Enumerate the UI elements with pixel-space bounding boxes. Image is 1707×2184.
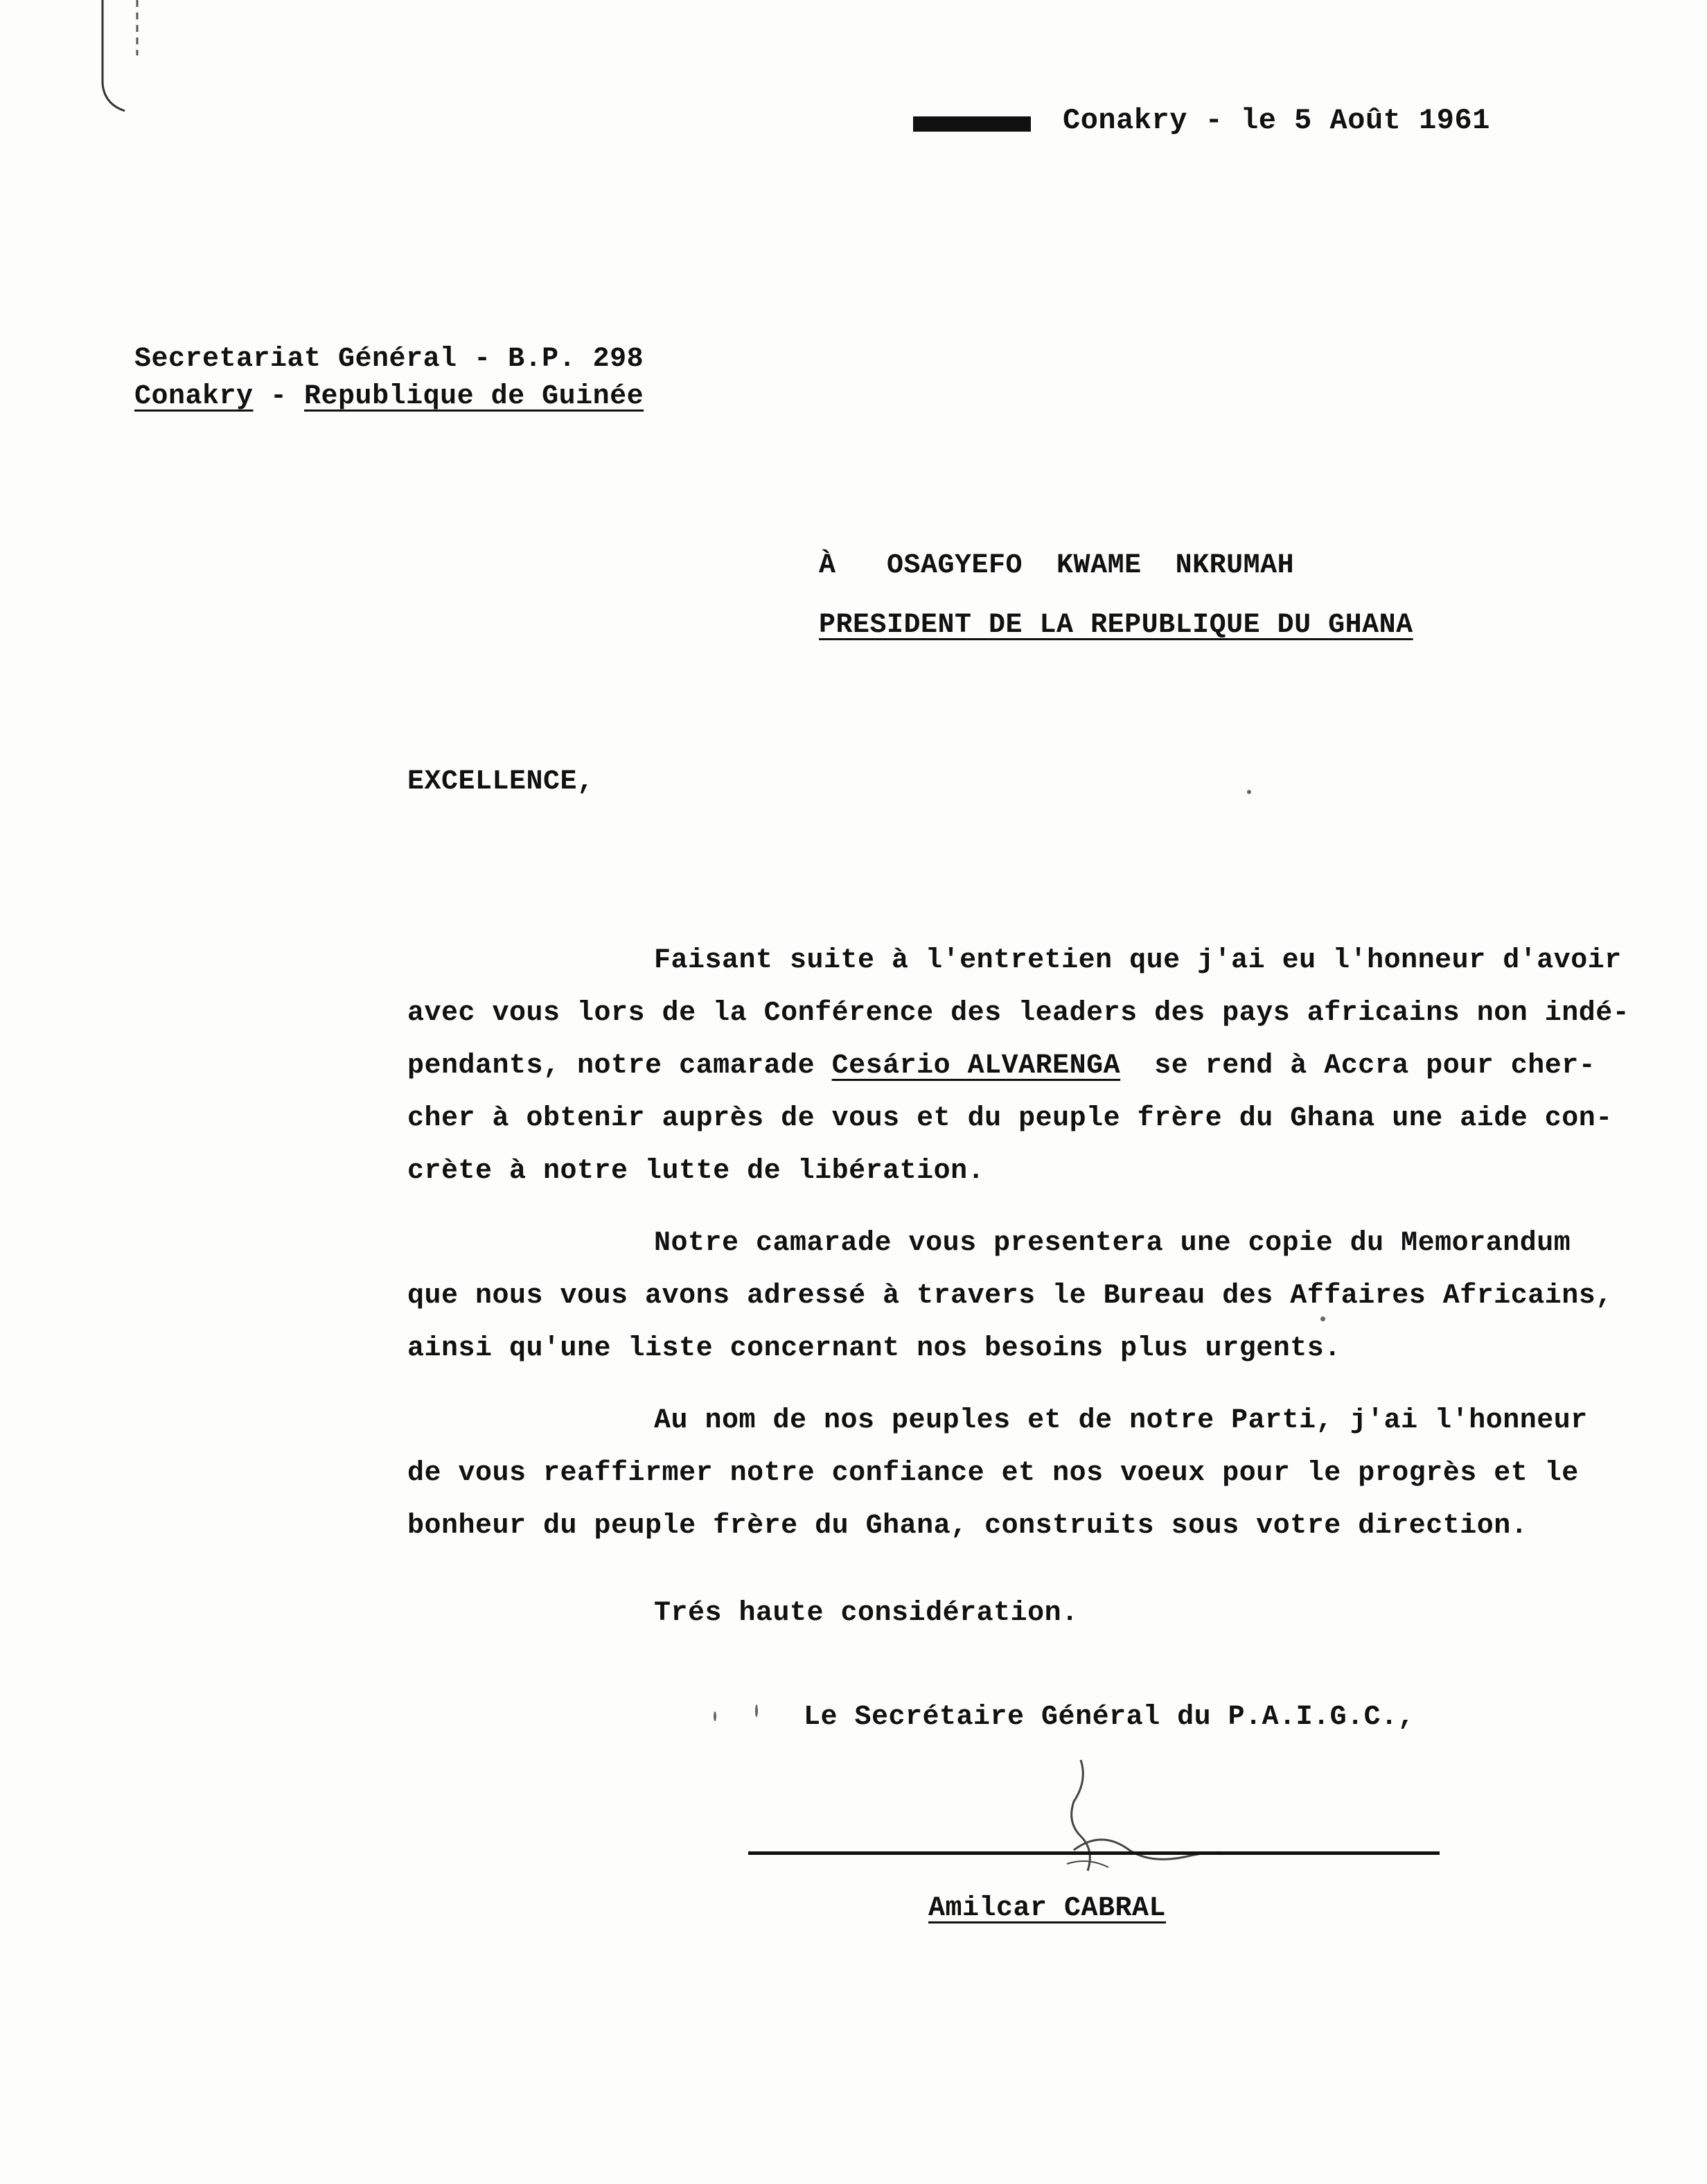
paragraph1-line5: crète à notre lutte de libération. [407,1156,985,1187]
sender-city-country [134,381,644,412]
paper-clip-mark-icon [97,0,159,118]
paragraph1-line1: Faisant suite à l'entretien que j'ai eu l'honneur d'avoir [654,945,1622,976]
handwritten-signature [1032,1753,1240,1892]
paragraph2-line1: Notre camarade vous presentera une copie du Memorandum [654,1228,1571,1259]
paragraph3-line1: Au nom de nos peuples et de notre Parti, j'ai l'honneur [654,1405,1588,1436]
signatory-title: Le Secrétaire Général du P.A.I.G.C., [804,1702,1415,1733]
paragraph2-line3: ainsi qu'une liste concernant nos besoins plus urgents. [407,1333,1341,1364]
paragraph1-line4: cher à obtenir auprès de vous et du peuple frère du Ghana une aide con- [407,1103,1613,1134]
paragraph1-line3 [407,1050,1595,1082]
scan-speck [1247,790,1251,794]
sender-country: Republique de Guinée [304,381,644,412]
salutation: EXCELLENCE, [407,766,594,798]
comrade-name: Cesário ALVARENGA [831,1050,1121,1082]
sender-city: Conakry [134,381,254,412]
signatory-name: Amilcar CABRAL [928,1893,1167,1924]
paragraph1-line2: avec vous lors de la Conférence des leaders des pays africains non indé- [407,998,1630,1029]
scan-speck [714,1711,716,1721]
signature-line [748,1851,1440,1855]
paragraph1-line3-post: se rend à Accra pour cher- [1120,1050,1596,1082]
closing-line: Trés haute considération. [654,1598,1079,1629]
sender-address-line: Secretariat Général - B.P. 298 [134,344,644,375]
paragraph3-line2: de vous reaffirmer notre confiance et nos voeux pour le progrès et le [407,1458,1579,1489]
redaction-bar [913,116,1031,132]
recipient-name: À OSAGYEFO KWAME NKRUMAH [819,550,1295,581]
paragraph1-line3-pre: pendants, notre camarade [407,1050,832,1082]
paragraph2-line2: que nous vous avons adressé à travers le Bureau des Affaires Africains, [407,1280,1613,1312]
sender-separator: - [253,381,305,412]
scan-speck [1320,1316,1325,1321]
recipient-title: PRESIDENT DE LA REPUBLIQUE DU GHANA [819,610,1413,641]
paragraph3-line3: bonheur du peuple frère du Ghana, construits sous votre direction. [407,1511,1528,1542]
scan-speck [755,1705,758,1717]
date-line: Conakry - le 5 Août 1961 [1063,104,1490,137]
